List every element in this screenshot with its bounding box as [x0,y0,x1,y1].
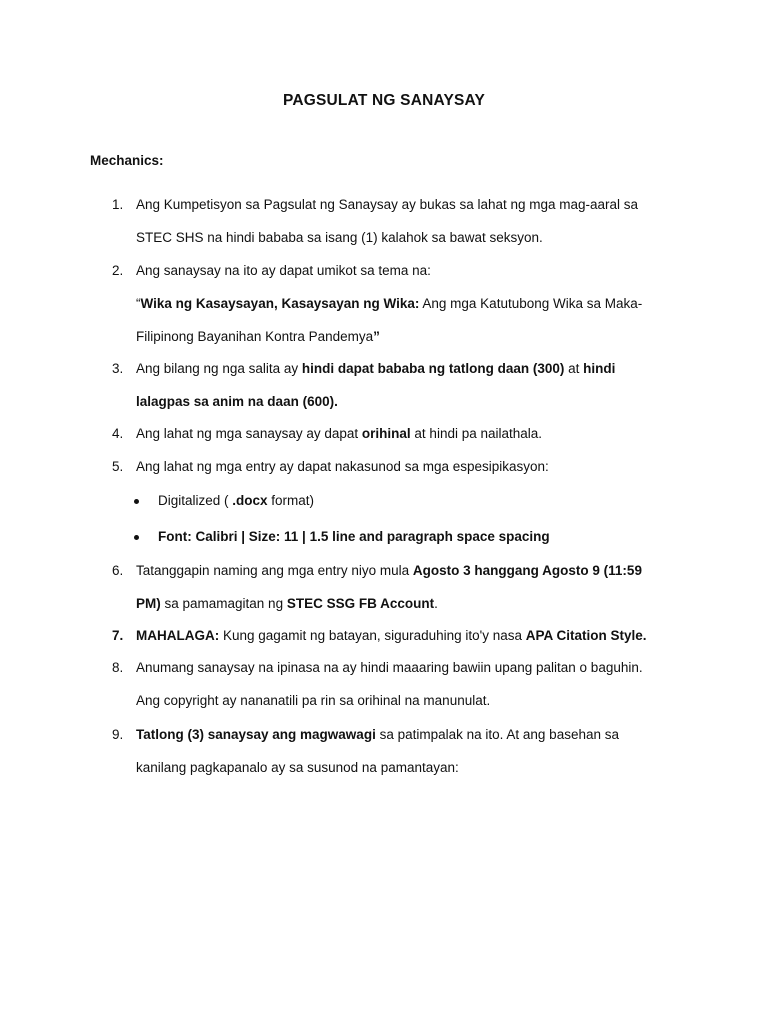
text-run: “ [136,296,141,311]
item-6-line [136,595,438,613]
item-number: 2. [112,263,124,278]
item-number: 5. [112,459,124,474]
text-run: sa pamamagitan ng [160,596,287,611]
item-number: 9. [112,727,124,742]
item-number: 8. [112,660,124,675]
item-3-line [136,360,615,378]
item-number: 6. [112,563,124,578]
item-number: 3. [112,361,124,376]
bold-text: APA Citation Style. [525,628,647,643]
text-run: Ang lahat ng mga entry ay dapat nakasunod sa mga espesipikasyon: [136,459,549,474]
item-4-line [136,425,542,443]
bold-text: orihinal [361,426,411,441]
item-9-line [136,759,459,777]
text-run: Kung gagamit ng batayan, siguraduhing ito'y nasa [219,628,526,643]
bold-text: hindi dapat bababa ng tatlong daan (300) [301,361,565,376]
text-run: sa patimpalak na ito. At ang basehan sa [375,727,619,742]
text-run: format) [267,493,315,508]
item-1-line [136,229,543,247]
item-2-line [136,328,380,346]
text-run: Ang bilang ng nga salita ay [136,361,302,376]
text-run: STEC SHS na hindi bababa sa isang (1) kalahok sa bawat seksyon. [136,230,543,245]
bold-text: Agosto 3 hanggang Agosto 9 (11:59 [412,563,642,578]
item-8-line [136,692,490,710]
bold-text: hindi [583,361,616,376]
item-7-line [136,627,647,645]
item-5-line [136,458,549,476]
text-run: Anumang sanaysay na ipinasa na ay hindi maaaring bawiin upang palitan o baguhin. [136,660,643,675]
bold-text: lalagpas sa anim na daan (600). [136,394,338,409]
bold-text: MAHALAGA: [136,628,220,643]
bold-text: Font: Calibri | Size: 11 | 1.5 line and paragraph space spacing [158,529,550,544]
item-number: 1. [112,197,124,212]
item-2-line [136,262,431,280]
text-run: Ang lahat ng mga sanaysay ay dapat [136,426,362,441]
mechanics-heading: Mechanics: [90,153,164,168]
item-9-line [136,726,619,744]
bold-text: Wika ng Kasaysayan, Kasaysayan ng Wika: [140,296,420,311]
page-title: PAGSULAT NG SANAYSAY [282,92,486,109]
text-run: at [564,361,584,376]
text-run: . [434,596,438,611]
item-2-line [136,295,642,313]
text-run: kanilang pagkapanalo ay sa susunod na pamantayan: [136,760,459,775]
bold-text: STEC SSG FB Account [286,596,435,611]
text-run: Ang Kumpetisyon sa Pagsulat ng Sanaysay ay bukas sa lahat ng mga mag-aaral sa [136,197,639,212]
item-number: 4. [112,426,124,441]
text-run: Ang copyright ay nananatili pa rin sa orihinal na manunulat. [136,693,491,708]
item-3-line [136,393,338,411]
bold-text: PM) [136,596,161,611]
bullet-line [158,492,314,510]
bullet-line [158,528,550,546]
text-run: Ang mga Katutubong Wika sa Maka- [419,296,643,311]
text-run: at hindi pa nailathala. [410,426,543,441]
item-8-line [136,659,643,677]
bold-text: Tatlong (3) sanaysay ang magwawagi [136,727,376,742]
text-run: Ang sanaysay na ito ay dapat umikot sa tema na: [136,263,431,278]
bullet-dot-icon [134,535,139,540]
bold-text: ” [373,329,380,344]
item-6-line [136,562,642,580]
text-run: Tatanggapin naming ang mga entry niyo mula [136,563,413,578]
item-number: 7. [112,628,124,643]
item-1-line [136,196,638,214]
text-run: Filipinong Bayanihan Kontra Pandemya [136,329,374,344]
bold-text: .docx [232,493,268,508]
text-run: Digitalized ( [158,493,233,508]
bullet-dot-icon [134,499,139,504]
